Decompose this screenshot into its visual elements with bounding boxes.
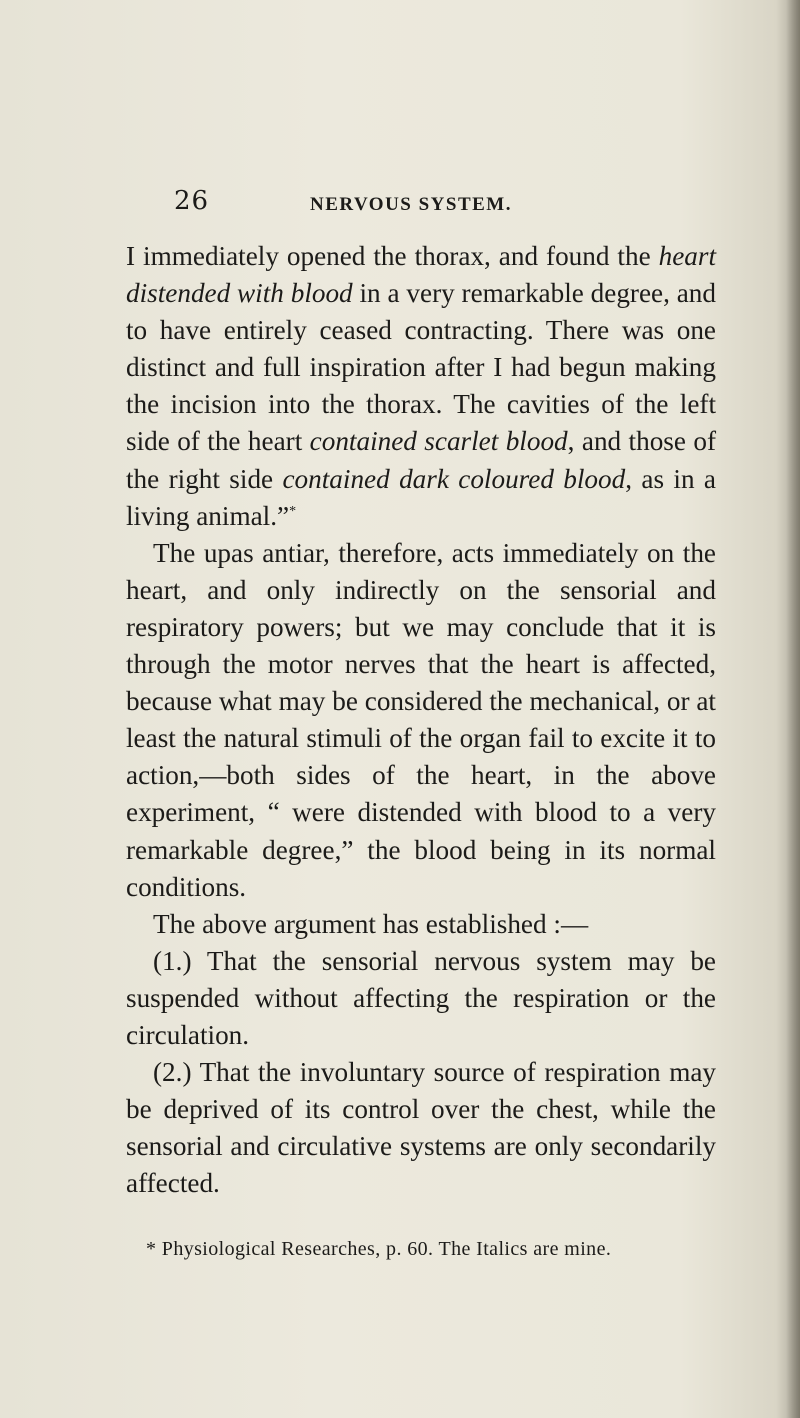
italic-phrase: heart distended with blood <box>126 241 716 309</box>
paragraph <box>126 238 716 535</box>
footnote: * Physiological Researches, p. 60. The Italics are mine. <box>146 1238 612 1260</box>
paragraph <box>126 1054 716 1202</box>
page-header <box>174 186 734 226</box>
page-number: 26 <box>174 186 210 216</box>
text-run: in a very remarkable degree, and to have entirely ceased contracting. There was one distinct and full inspiration after I had begun making the incision into the thorax. The cavities of the left side of the heart <box>126 278 716 457</box>
body-text <box>126 238 716 1202</box>
italic-phrase: contained dark coloured blood <box>282 463 626 494</box>
running-title: NERVOUS SYSTEM. <box>310 194 512 215</box>
text-run: The above argument has established :— <box>153 908 589 939</box>
italic-phrase: contained scarlet blood <box>309 426 568 457</box>
text-run: (1.) That the sensorial nervous system may be suspended without affecting the respiration or the circulation. <box>126 945 716 1050</box>
text-run: The upas antiar, therefore, acts immediately on the heart, and only indirectly on the sensorial and respiratory powers; but we may conclude that it is through the motor nerves that the heart is affected, because what may be considered the mechanical, or at least the natural stimuli of the organ fail to excite it to action,—both sides of the heart, in the above experiment, “ were distended with blood to a very remarkable degree,” the blood being in its normal conditions. <box>126 537 716 902</box>
page-edge-shadow <box>786 0 800 1418</box>
text-run: I immediately opened the thorax, and found the <box>126 241 659 271</box>
text-run: , as in a living animal.” <box>126 463 716 531</box>
text-run: , and those of the right side <box>126 426 716 494</box>
text-run: (2.) That the involuntary source of respiration may be deprived of its control over the chest, while the sensorial and circulative systems are only secondarily affected. <box>126 1057 716 1199</box>
paragraph <box>126 906 716 943</box>
paragraph <box>126 943 716 1054</box>
footnote-marker: * <box>289 503 297 519</box>
paragraph <box>126 535 716 906</box>
